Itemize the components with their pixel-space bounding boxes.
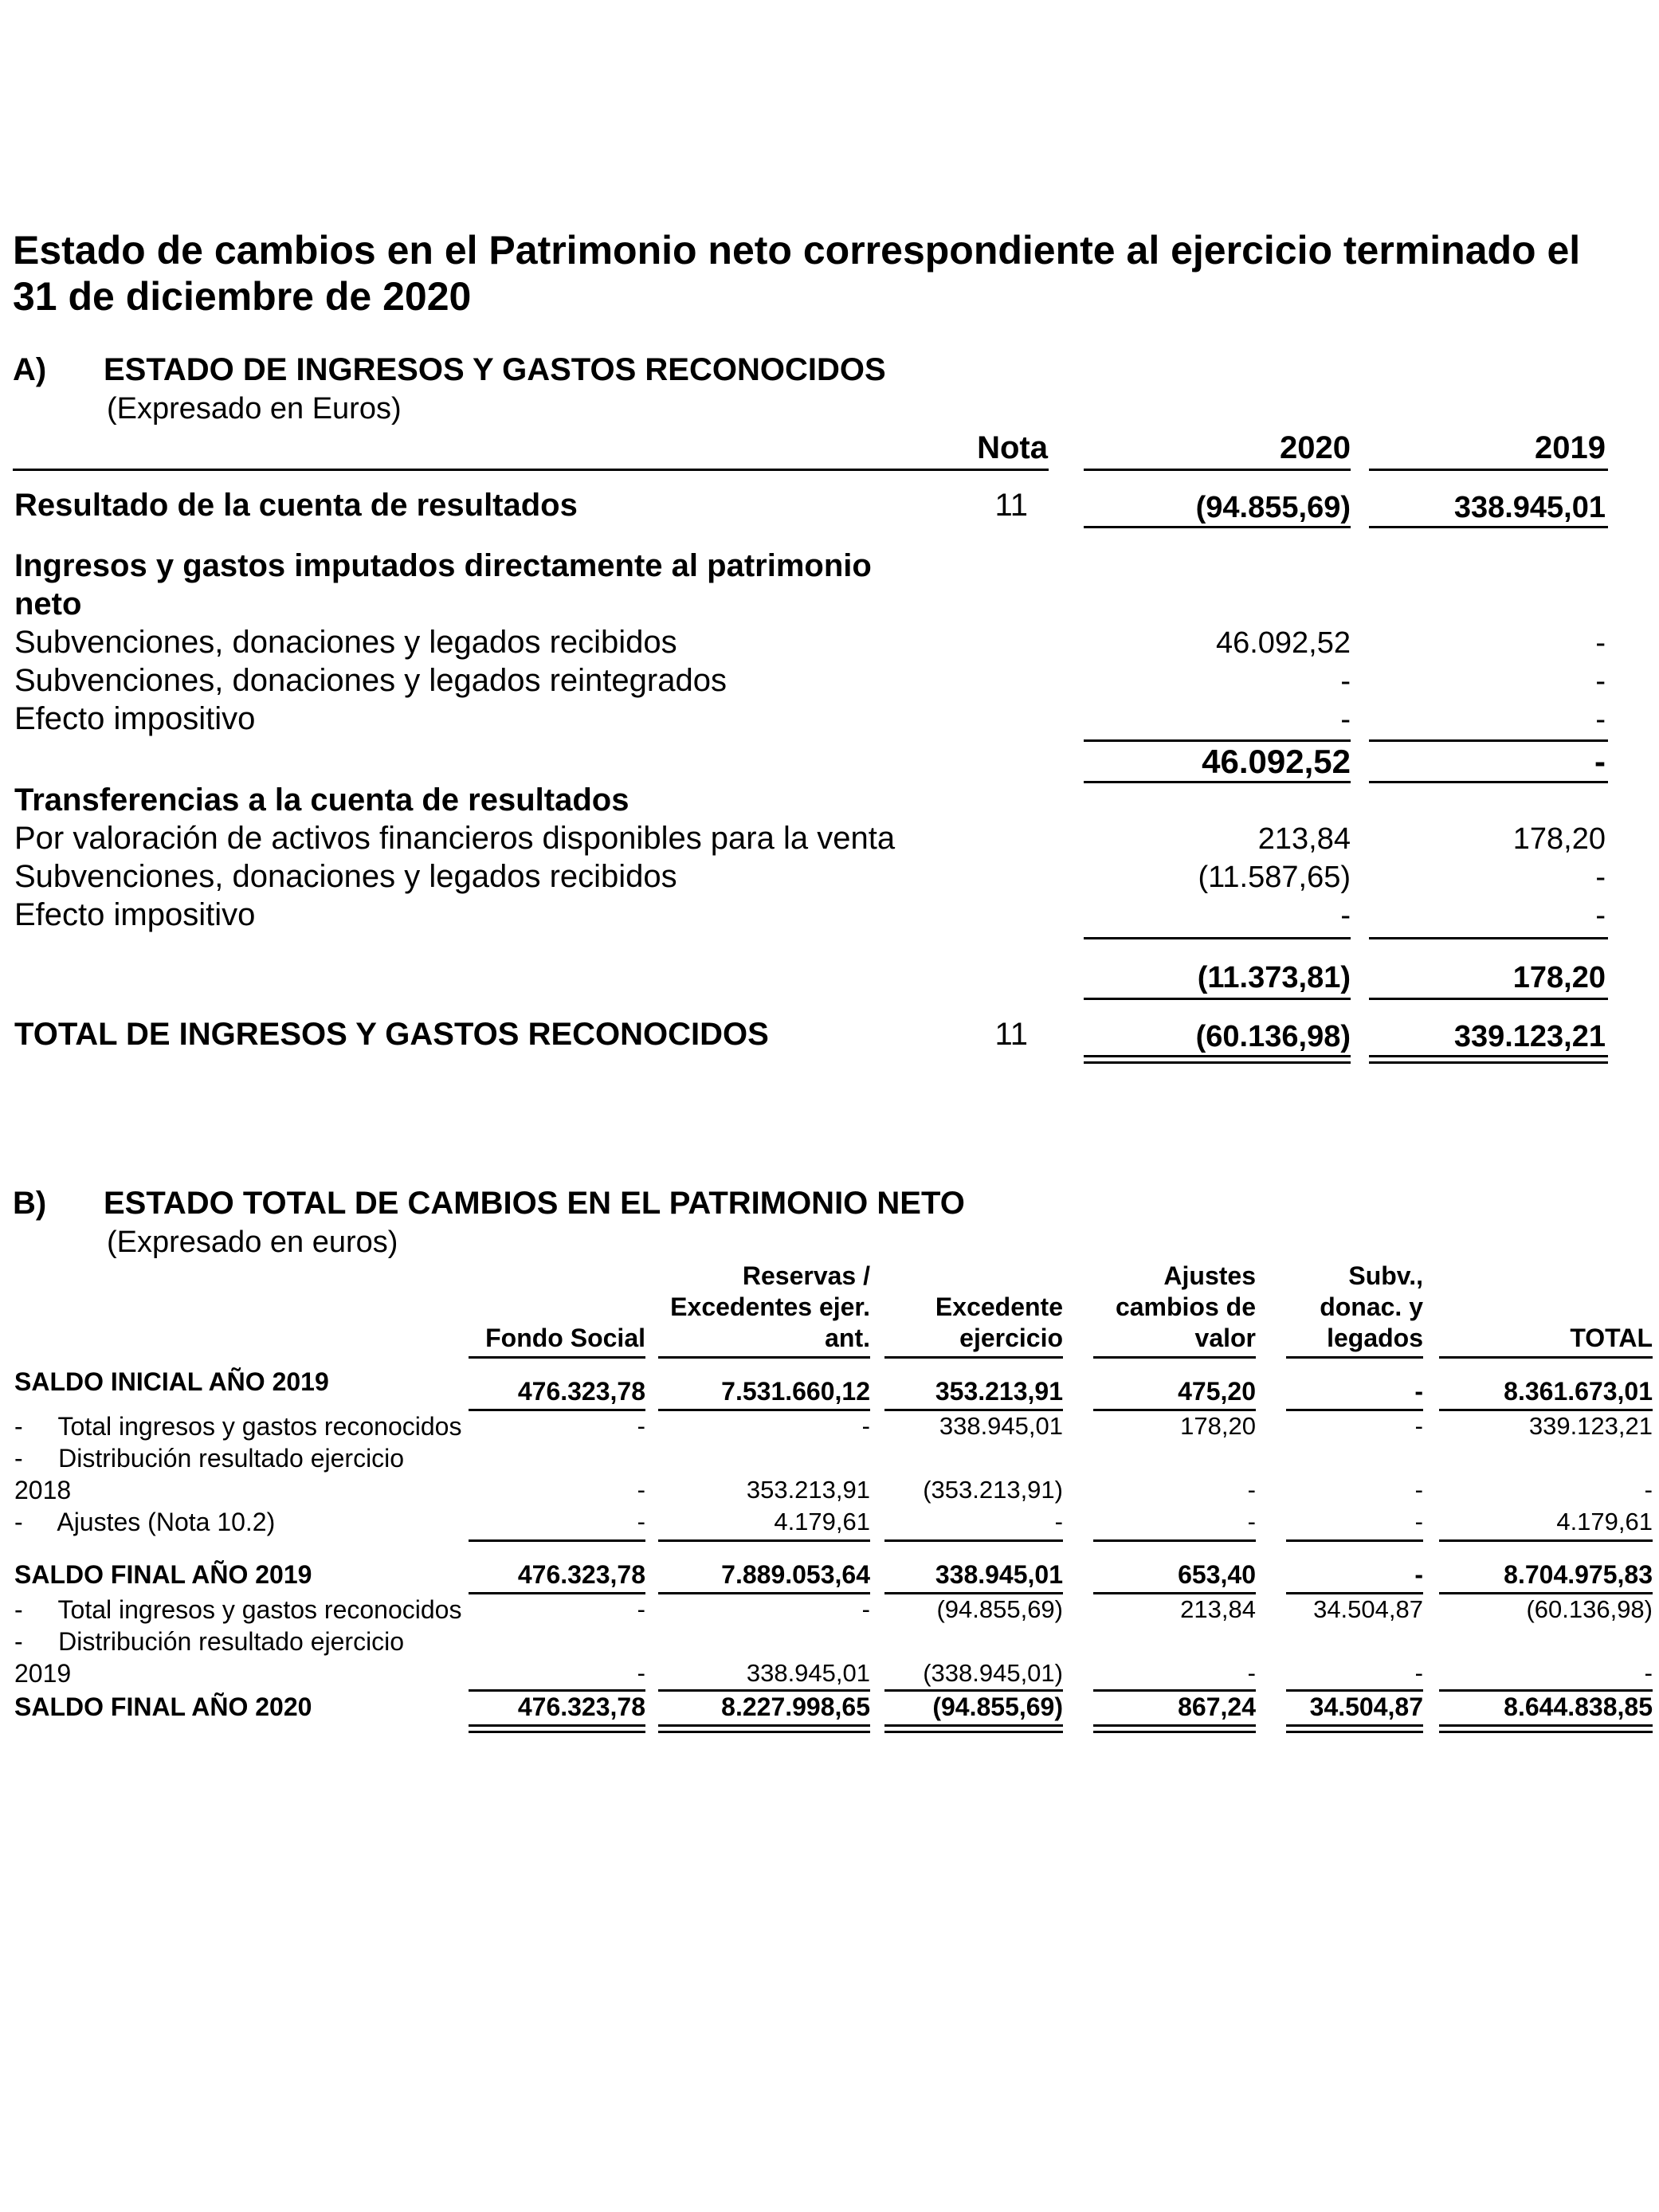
row-b-5-ajustes: 213,84 (1180, 1595, 1256, 1623)
double-rule-total-2020 (1084, 1055, 1351, 1064)
double-rule-b-4 (1093, 1724, 1256, 1733)
row-b-1-ajustes: 178,20 (1180, 1412, 1256, 1440)
rule-subtotal1-2020 (1084, 739, 1351, 742)
row-subv-recibidos-2020: 46.092,52 (1215, 626, 1351, 660)
rule-b-r0-4 (1093, 1409, 1256, 1411)
rule-b-r4-5 (1286, 1592, 1423, 1594)
row-b-5-fondo: - (637, 1595, 645, 1623)
header-rule-2019 (1369, 469, 1608, 471)
row-resultado-label: Resultado de la cuenta de resultados (14, 488, 578, 523)
row-b-3-ajustes: - (1247, 1508, 1256, 1535)
row-subv-reintegrados-2019: - (1595, 665, 1606, 698)
row-b-7-excedente: (94.855,69) (932, 1692, 1063, 1721)
rule-b-header-5 (1286, 1356, 1423, 1359)
row-total-a-2019: 339.123,21 (1453, 1020, 1606, 1053)
row-b-6-excedente: (338.945,01) (923, 1659, 1063, 1687)
row-subv-recibidos2-2019: - (1595, 861, 1606, 894)
row-b-6-fondo: - (637, 1659, 645, 1687)
row-resultado-2019: 338.945,01 (1453, 491, 1606, 524)
rule-b-r3-3 (884, 1539, 1063, 1542)
rule-b-r0-3 (884, 1409, 1063, 1411)
row-resultado-2020: (94.855,69) (1195, 491, 1351, 524)
row-b-2-reservas: 353.213,91 (746, 1476, 870, 1504)
row-b-4-excedente: 338.945,01 (935, 1560, 1063, 1589)
header-2019: 2019 (1535, 430, 1606, 465)
row-b-total-ingresos-2020-label: - Total ingresos y gastos reconocidos (14, 1595, 462, 1624)
rule-b-r6-3 (884, 1689, 1063, 1692)
rule-b-r0-6 (1439, 1409, 1653, 1411)
section-a-subtitle: (Expresado en Euros) (107, 392, 402, 426)
section-b-letter: B) (13, 1186, 47, 1221)
row-b-1-reservas: - (861, 1412, 870, 1440)
rule-b-header-3 (884, 1356, 1063, 1359)
row-b-1-excedente: 338.945,01 (939, 1412, 1063, 1440)
row-efecto2-label: Efecto impositivo (14, 897, 256, 932)
row-subtotal2-2019: 178,20 (1512, 961, 1606, 994)
header-rule-left (13, 469, 1049, 471)
row-b-4-fondo: 476.323,78 (517, 1560, 645, 1589)
row-b-1-subv: - (1414, 1412, 1423, 1440)
rule-b-r4-4 (1093, 1592, 1256, 1594)
row-b-5-total: (60.136,98) (1526, 1595, 1653, 1623)
row-total-a-2020: (60.136,98) (1195, 1020, 1351, 1053)
rule-b-r3-1 (469, 1539, 645, 1542)
rule-b-r3-5 (1286, 1539, 1423, 1542)
rule-b-header-1 (469, 1356, 645, 1359)
rule-b-r4-3 (884, 1592, 1063, 1594)
row-resultado-nota: 11 (994, 488, 1028, 523)
row-b-7-total: 8.644.838,85 (1504, 1692, 1653, 1721)
rule-b-r0-1 (469, 1409, 645, 1411)
row-b-7-subv: 34.504,87 (1309, 1692, 1423, 1721)
header-2020: 2020 (1280, 430, 1351, 465)
page-title-line-1: Estado de cambios en el Patrimonio neto correspondiente al ejercicio terminado el (13, 228, 1581, 273)
rule-b-r4-2 (658, 1592, 870, 1594)
row-b-distribucion-2019-label-year: 2019 (14, 1659, 72, 1688)
row-b-3-reservas: 4.179,61 (774, 1508, 870, 1535)
row-b-6-subv: - (1414, 1659, 1423, 1687)
page-title-line-2: 31 de diciembre de 2020 (13, 274, 472, 319)
rule-b-r3-2 (658, 1539, 870, 1542)
double-rule-b-2 (658, 1724, 870, 1733)
rule-b-r4-6 (1439, 1592, 1653, 1594)
row-b-6-ajustes: - (1247, 1659, 1256, 1687)
row-b-saldo-final-2020-label: SALDO FINAL AÑO 2020 (14, 1692, 312, 1721)
row-b-2-fondo: - (637, 1476, 645, 1504)
row-b-2-total: - (1644, 1476, 1653, 1504)
header-nota: Nota (977, 430, 1048, 465)
header-rule-2020 (1084, 469, 1351, 471)
row-b-1-fondo: - (637, 1412, 645, 1440)
row-b-4-total: 8.704.975,83 (1504, 1560, 1653, 1589)
row-b-5-reservas: - (861, 1595, 870, 1623)
row-b-4-ajustes: 653,40 (1178, 1560, 1256, 1589)
row-b-7-ajustes: 867,24 (1178, 1692, 1256, 1721)
row-b-0-subv: - (1414, 1377, 1423, 1406)
row-b-4-reservas: 7.889.053,64 (721, 1560, 870, 1589)
row-subv-recibidos2-2020: (11.587,65) (1198, 861, 1351, 894)
col-header-excedente: Excedente ejercicio (935, 1292, 1063, 1352)
row-b-3-excedente: - (1054, 1508, 1063, 1535)
rule-b-r3-4 (1093, 1539, 1256, 1542)
row-total-a-label: TOTAL DE INGRESOS Y GASTOS RECONOCIDOS (14, 1017, 769, 1052)
row-b-distribucion-2019-label: - Distribución resultado ejercicio (14, 1627, 405, 1656)
rule-b-header-2 (658, 1356, 870, 1359)
row-valoracion-2020: 213,84 (1257, 822, 1351, 856)
section-a-title: ESTADO DE INGRESOS Y GASTOS RECONOCIDOS (104, 352, 886, 387)
rule-subtotal2-under-2020 (1084, 998, 1351, 1000)
row-efecto2-2019: - (1595, 899, 1606, 932)
row-subv-reintegrados-2020: - (1340, 665, 1351, 698)
row-b-4-subv: - (1414, 1560, 1423, 1589)
row-b-3-fondo: - (637, 1508, 645, 1535)
rule-subtotal2-2019 (1369, 937, 1608, 939)
double-rule-b-5 (1286, 1724, 1423, 1733)
row-b-0-reservas: 7.531.660,12 (721, 1377, 870, 1406)
rule-subtotal1-under-2020 (1084, 781, 1351, 783)
row-b-0-excedente: 353.213,91 (935, 1377, 1063, 1406)
rule-subtotal2-under-2019 (1369, 998, 1608, 1000)
row-b-total-ingresos-2019-label: - Total ingresos y gastos reconocidos (14, 1412, 462, 1441)
rule-subtotal1-2019 (1369, 739, 1608, 742)
row-b-0-total: 8.361.673,01 (1504, 1377, 1653, 1406)
row-b-3-subv: - (1414, 1508, 1423, 1535)
row-b-2-excedente: (353.213,91) (923, 1476, 1063, 1504)
row-subtotal1-2019: - (1594, 743, 1606, 780)
rule-b-r3-6 (1439, 1539, 1653, 1542)
rule-b-r6-2 (658, 1689, 870, 1692)
row-b-7-reservas: 8.227.998,65 (721, 1692, 870, 1721)
row-b-saldo-final-2019-label: SALDO FINAL AÑO 2019 (14, 1560, 312, 1589)
double-rule-b-6 (1439, 1724, 1653, 1733)
rule-subtotal1-under-2019 (1369, 781, 1608, 783)
row-efecto1-2019: - (1595, 703, 1606, 736)
section-a-letter: A) (13, 352, 47, 387)
col-header-ajustes: Ajustes cambios de valor (1115, 1261, 1256, 1352)
row-b-0-ajustes: 475,20 (1178, 1377, 1256, 1406)
row-subv-recibidos-2019: - (1595, 626, 1606, 660)
rule-resultado-2020 (1084, 526, 1351, 528)
row-b-2-subv: - (1414, 1476, 1423, 1504)
row-b-ajustes-label: - Ajustes (Nota 10.2) (14, 1508, 276, 1536)
rule-b-r6-1 (469, 1689, 645, 1692)
col-header-total: TOTAL (1570, 1324, 1653, 1352)
row-b-distribucion-2018-label-year: 2018 (14, 1476, 72, 1504)
rule-subtotal2-2020 (1084, 937, 1351, 939)
row-efecto1-label: Efecto impositivo (14, 701, 256, 736)
row-subtotal2-2020: (11.373,81) (1197, 961, 1351, 994)
rule-b-r0-2 (658, 1409, 870, 1411)
heading-ingresos-line-1: Ingresos y gastos imputados directamente al patrimonio (14, 548, 872, 583)
row-b-5-subv: 34.504,87 (1313, 1595, 1423, 1623)
double-rule-b-3 (884, 1724, 1063, 1733)
section-b-subtitle: (Expresado en euros) (107, 1226, 398, 1259)
row-subv-reintegrados-label: Subvenciones, donaciones y legados reintegrados (14, 663, 727, 698)
section-b-title: ESTADO TOTAL DE CAMBIOS EN EL PATRIMONIO NETO (104, 1186, 965, 1221)
row-b-1-total: 339.123,21 (1528, 1412, 1653, 1440)
row-subv-recibidos-label: Subvenciones, donaciones y legados recibidos (14, 625, 677, 660)
heading-ingresos-line-2: neto (14, 586, 82, 622)
row-total-a-nota: 11 (994, 1017, 1028, 1052)
rule-b-r6-5 (1286, 1689, 1423, 1692)
row-subtotal1-2020: 46.092,52 (1202, 743, 1351, 780)
rule-b-r6-4 (1093, 1689, 1256, 1692)
row-b-5-excedente: (94.855,69) (936, 1595, 1063, 1623)
row-subv-recibidos2-label: Subvenciones, donaciones y legados recibidos (14, 859, 677, 894)
row-b-0-fondo: 476.323,78 (517, 1377, 645, 1406)
row-b-7-fondo: 476.323,78 (517, 1692, 645, 1721)
col-header-subv: Subv., donac. y legados (1320, 1261, 1423, 1352)
row-efecto1-2020: - (1340, 703, 1351, 736)
double-rule-b-1 (469, 1724, 645, 1733)
heading-transferencias: Transferencias a la cuenta de resultados (14, 782, 629, 818)
row-b-saldo-inicial-2019-label: SALDO INICIAL AÑO 2019 (14, 1367, 329, 1396)
row-b-distribucion-2018-label: - Distribución resultado ejercicio (14, 1444, 405, 1473)
row-efecto2-2020: - (1340, 899, 1351, 932)
col-header-reservas: Reservas / Excedentes ejer. ant. (670, 1261, 870, 1352)
col-header-fondo-social: Fondo Social (485, 1324, 645, 1352)
rule-resultado-2019 (1369, 526, 1608, 528)
rule-b-r0-5 (1286, 1409, 1423, 1411)
row-valoracion-2019: 178,20 (1512, 822, 1606, 856)
double-rule-total-2019 (1369, 1055, 1608, 1064)
row-b-6-reservas: 338.945,01 (746, 1659, 870, 1687)
rule-b-r4-1 (469, 1592, 645, 1594)
row-b-2-ajustes: - (1247, 1476, 1256, 1504)
rule-b-r6-6 (1439, 1689, 1653, 1692)
row-b-6-total: - (1644, 1659, 1653, 1687)
row-b-3-total: 4.179,61 (1556, 1508, 1653, 1535)
rule-b-header-6 (1439, 1356, 1653, 1359)
row-valoracion-label: Por valoración de activos financieros disponibles para la venta (14, 821, 896, 856)
rule-b-header-4 (1093, 1356, 1256, 1359)
